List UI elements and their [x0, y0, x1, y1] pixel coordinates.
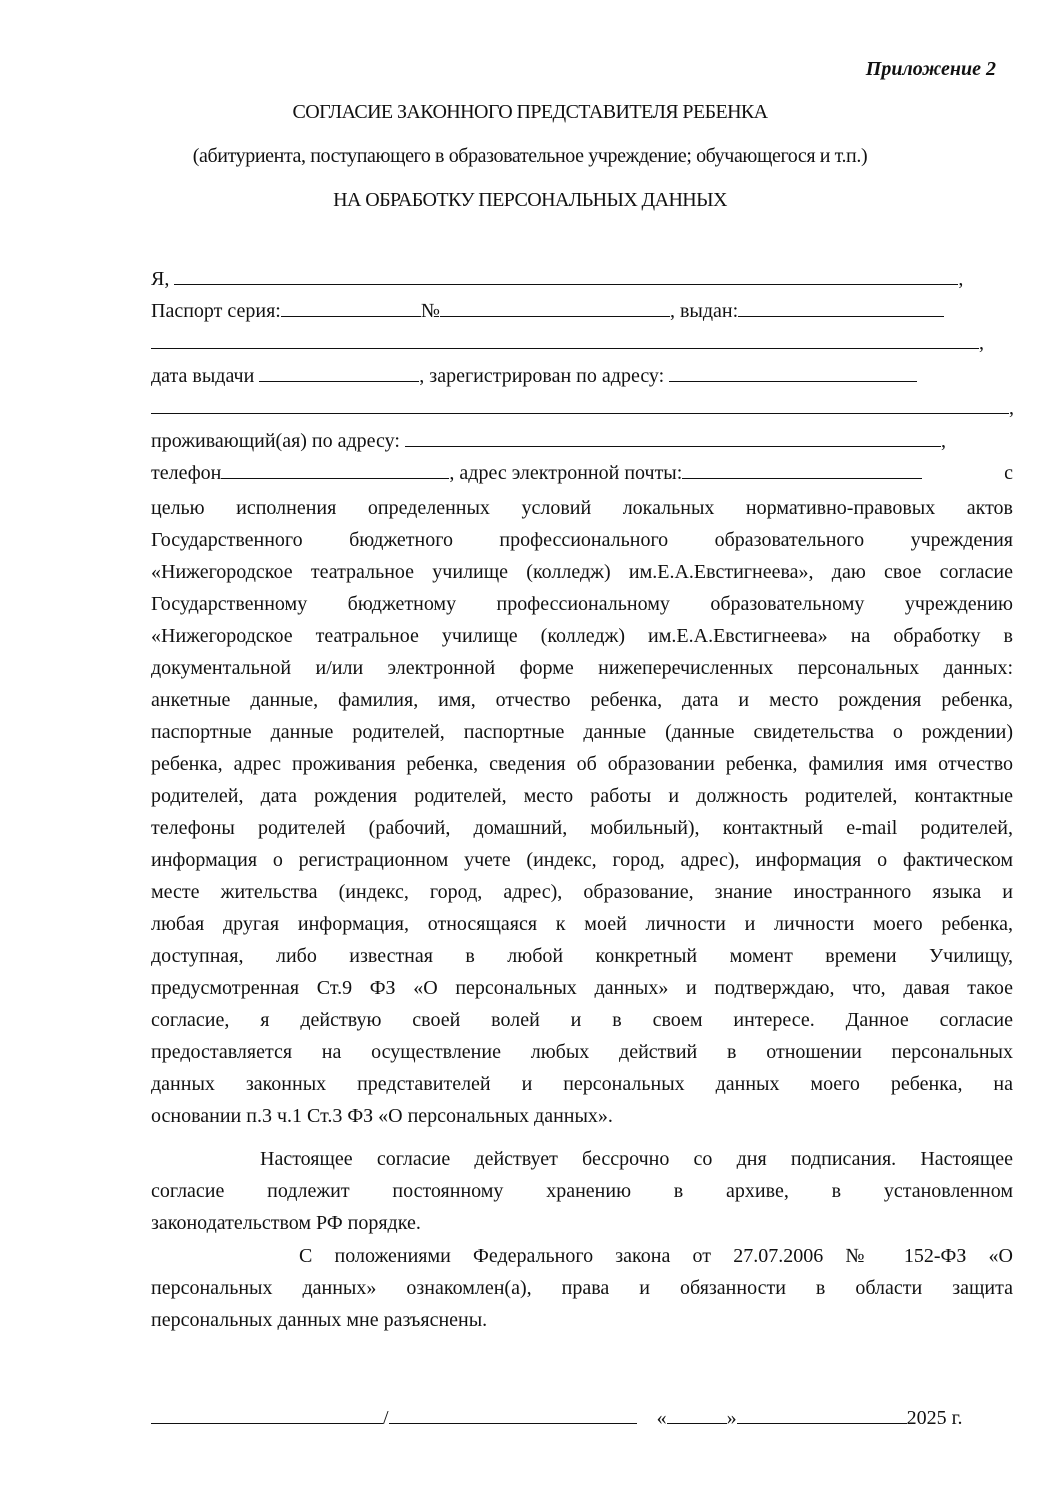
paragraph-line: анкетные данные, фамилия, имя, отчество ребенка, дата и место рождения ребенка,	[151, 689, 1013, 711]
passport-series-field[interactable]	[281, 298, 421, 317]
quote-close: »	[726, 1407, 737, 1429]
issue-date-field[interactable]	[259, 363, 419, 382]
label-phone: телефон	[151, 462, 222, 484]
day-field[interactable]	[667, 1405, 727, 1424]
appendix-label: Приложение 2	[865, 58, 996, 80]
field-line-passport	[151, 298, 944, 324]
paragraph-line: согласие, я действую своей волей и в своем интересе. Данное согласие	[151, 1009, 1013, 1031]
paragraph-line: ребенка, адрес проживания ребенка, сведения об образовании ребенка, фамилия имя отчество	[151, 753, 1013, 775]
label-issued: , выдан:	[669, 300, 739, 322]
paragraph-line: персональных данных» ознакомлен(а), права и обязанности в области защита	[151, 1277, 1013, 1299]
registration-address-field[interactable]	[669, 363, 917, 382]
paragraph-line: основании п.3 ч.1 Ст.3 ФЗ «О персональных данных».	[151, 1105, 613, 1127]
label-registered: , зарегистрирован по адресу:	[419, 365, 665, 387]
issued-by-field[interactable]	[738, 298, 944, 317]
registration-address-continued-field[interactable]	[151, 395, 1009, 414]
field-line-issued-cont	[151, 330, 984, 356]
paragraph-line: целью исполнения определенных условий локальных нормативно-правовых актов	[151, 497, 1013, 519]
month-field[interactable]	[737, 1405, 907, 1424]
paragraph-line: предоставляется на осуществление любых действий в отношении персональных	[151, 1041, 1013, 1063]
word-s: с	[1004, 462, 1013, 484]
consent-paragraph-acknowledgement	[151, 1240, 1013, 1336]
consent-paragraph-main	[151, 492, 1013, 1132]
field-line-phone-email	[151, 460, 1013, 486]
phone-field[interactable]	[221, 460, 449, 479]
paragraph-line: персональных данных мне разъяснены.	[151, 1309, 488, 1331]
paragraph-line: паспортные данные родителей, паспортные данные (данные свидетельства о рождении)	[151, 721, 1013, 743]
paragraph-line: Государственного бюджетного профессионального образовательного учреждения	[151, 529, 1013, 551]
paragraph-line: «Нижегородское театральное училище (колледж) им.Е.А.Евстигнеева», даю свое согласие	[151, 561, 1013, 583]
paragraph-line: С положениями Федерального закона от 27.07.2006 № 152-ФЗ «О	[299, 1245, 1013, 1267]
document-subtitle: (абитуриента, поступающего в образовательное учреждение; обучающегося и т.п.)	[192, 145, 868, 167]
label-number: №	[420, 300, 440, 322]
comma: ,	[958, 268, 964, 290]
year-label: 2025 г.	[906, 1407, 963, 1429]
label-email: , адрес электронной почты:	[449, 462, 683, 484]
paragraph-line: информация о регистрационном учете (индекс, город, адрес), информация о фактическом	[151, 849, 1013, 871]
paragraph-line: согласие подлежит постоянному хранению в архиве, в установленном	[151, 1180, 1013, 1202]
slash: /	[383, 1407, 389, 1429]
paragraph-line: документальной и/или электронной форме нижеперечисленных персональных данных:	[151, 657, 1013, 679]
consent-paragraph-term	[151, 1143, 1013, 1239]
paragraph-line: родителей, дата рождения родителей, место работы и должность родителей, контактные	[151, 785, 1013, 807]
paragraph-line: Настоящее согласие действует бессрочно со дня подписания. Настоящее	[260, 1148, 1013, 1170]
paragraph-line: любая другая информация, относящаяся к моей личности и личности моего ребенка,	[151, 913, 1013, 935]
comma: ,	[979, 332, 984, 354]
passport-number-field[interactable]	[440, 298, 670, 317]
living-address-field[interactable]	[405, 428, 941, 447]
label-passport-series: Паспорт серия:	[151, 300, 281, 322]
paragraph-line: данных законных представителей и персональных данных моего ребенка, на	[151, 1073, 1013, 1095]
document-purpose-title: НА ОБРАБОТКУ ПЕРСОНАЛЬНЫХ ДАННЫХ	[333, 189, 727, 211]
label-ya: Я,	[151, 268, 170, 290]
paragraph-line: «Нижегородское театральное училище (колледж) им.Е.А.Евстигнеева» на обработку в	[151, 625, 1013, 647]
paragraph-line: предусмотренная Ст.9 ФЗ «О персональных данных» и подтверждаю, что, давая такое	[151, 977, 1013, 999]
full-name-field[interactable]	[389, 1405, 637, 1424]
label-living: проживающий(ая) по адресу:	[151, 430, 400, 452]
comma: ,	[1009, 397, 1014, 419]
label-issue-date: дата выдачи	[151, 365, 255, 387]
quote-open: «	[656, 1407, 667, 1429]
comma: ,	[940, 430, 946, 452]
signature-line	[151, 1405, 963, 1430]
name-field[interactable]	[174, 266, 958, 285]
paragraph-line: месте жительства (индекс, город, адрес), образование, знание иностранного языка и	[151, 881, 1013, 903]
field-line-living-address	[151, 428, 946, 454]
email-field[interactable]	[682, 460, 922, 479]
paragraph-line: доступная, либо известная в любой конкретный момент времени Училищу,	[151, 945, 1013, 967]
field-line-name	[151, 266, 963, 292]
paragraph-line: телефоны родителей (рабочий, домашний, мобильный), контактный e-mail родителей,	[151, 817, 1013, 839]
field-line-issue-date	[151, 363, 917, 389]
field-line-registration-cont	[151, 395, 1014, 421]
paragraph-line: законодательством РФ порядке.	[151, 1212, 421, 1234]
issued-by-continued-field[interactable]	[151, 330, 979, 349]
paragraph-line: Государственному бюджетному профессиональному образовательному учреждению	[151, 593, 1013, 615]
signature-field[interactable]	[151, 1405, 383, 1424]
document-title: СОГЛАСИЕ ЗАКОННОГО ПРЕДСТАВИТЕЛЯ РЕБЕНКА	[292, 101, 768, 123]
